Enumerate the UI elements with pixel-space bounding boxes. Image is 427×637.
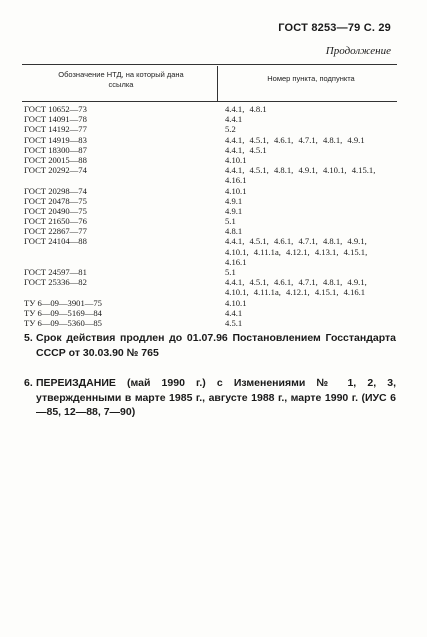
table-row [0,236,427,246]
table-row [0,114,427,124]
table-row [0,196,427,206]
clause-numbers: 4.10.1, 4.11.1a, 4.12.1, 4.15.1, 4.16.1 [225,287,366,298]
document-designation: ГОСТ 20298—74 [24,185,87,196]
column-header-points: Номер пункта, подпункта [267,74,355,83]
clause-numbers: 4.10.1 [225,297,247,308]
document-designation: ГОСТ 20490—75 [24,205,87,216]
document-designation: ТУ 6—09—5169—84 [24,307,102,318]
document-designation: ГОСТ 20292—74 [24,165,87,176]
note-number: 5. [24,332,33,344]
clause-numbers: 4.9.1 [225,205,243,216]
clause-numbers: 4.4.1 [225,307,243,318]
clause-numbers: 5.2 [225,124,236,135]
document-designation: ГОСТ 24104—88 [24,236,87,247]
clause-numbers: 4.4.1, 4.5.1, 4.6.1, 4.7.1, 4.8.1, 4.9.1, [225,236,367,247]
clause-numbers: 4.4.1, 4.5.1 [225,144,267,155]
table-column-divider [217,66,218,102]
table-row [0,287,427,297]
clause-numbers: 5.1 [225,267,236,277]
document-designation: ГОСТ 20015—88 [24,154,87,165]
document-designation: ГОСТ 10652—73 [24,104,87,114]
table-row [0,124,427,134]
clause-numbers: 4.4.1, 4.5.1, 4.8.1, 4.9.1, 4.10.1, 4.15.1, [225,165,376,176]
table-row [0,277,427,287]
table-row [0,104,427,114]
clause-numbers: 4.9.1 [225,195,243,206]
document-designation: ТУ 6—09—5360—85 [24,317,102,328]
table-row [0,308,427,318]
table-row [0,175,427,185]
column-header-document: Обозначение НТД, на который дана ссылка [58,70,184,89]
document-designation: ГОСТ 14919—83 [24,134,87,145]
reference-table-body [0,104,427,328]
table-row [0,135,427,145]
table-row [0,247,427,257]
clause-numbers: 4.4.1, 4.8.1 [225,104,267,114]
clause-numbers: 4.5.1 [225,317,243,328]
clause-numbers: 4.4.1 [225,114,243,125]
continuation-label: Продолжение [325,45,391,57]
clause-numbers: 4.16.1 [225,175,247,186]
table-row [0,216,427,226]
table-row [0,206,427,216]
clause-numbers: 4.16.1 [225,256,247,267]
document-designation: ТУ 6—09—3901—75 [24,297,102,308]
document-designation: ГОСТ 25336—82 [24,277,87,288]
table-row [0,298,427,308]
note-text: ПЕРЕИЗДАНИЕ (май 1990 г.) с Изменениями № 1, 2, 3, утвержденными в марте 1985 г., августе 1988 г., марте 1990 г. (ИУС 6—85, 12—88, 7—90) [36,377,396,418]
clause-numbers: 4.4.1, 4.5.1, 4.6.1, 4.7.1, 4.8.1, 4.9.1 [225,134,365,145]
clause-numbers: 4.10.1 [225,185,247,196]
clause-numbers: 4.4.1, 4.5.1, 4.6.1, 4.7.1, 4.8.1, 4.9.1, [225,277,367,288]
document-designation: ГОСТ 14192—77 [24,124,87,135]
clause-numbers: 5.1 [225,216,236,227]
document-designation: ГОСТ 20478—75 [24,195,87,206]
document-designation: ГОСТ 22867—77 [24,226,87,237]
table-row [0,186,427,196]
document-designation: ГОСТ 18300—87 [24,144,87,155]
note-text: Срок действия продлен до 01.07.96 Постановлением Госстандарта СССР от 30.03.90 № 765 [36,332,396,359]
clause-numbers: 4.10.1 [225,154,247,165]
page-header: ГОСТ 8253—79 С. 29 [278,22,391,34]
table-row [0,267,427,277]
table-row [0,257,427,267]
document-designation: ГОСТ 24597—81 [24,267,87,277]
document-designation: ГОСТ 14091—78 [24,114,87,125]
table-header-rule [22,101,397,102]
clause-numbers: 4.8.1 [225,226,243,237]
table-row [0,145,427,155]
document-designation: ГОСТ 21650—76 [24,216,87,227]
table-row [0,318,427,328]
table-top-rule [22,64,397,65]
table-row [0,226,427,236]
note-5 [24,331,396,360]
table-row [0,155,427,165]
note-6 [24,376,396,420]
table-row [0,165,427,175]
note-number: 6. [24,377,33,389]
clause-numbers: 4.10.1, 4.11.1a, 4.12.1, 4.13.1, 4.15.1, [225,246,368,257]
